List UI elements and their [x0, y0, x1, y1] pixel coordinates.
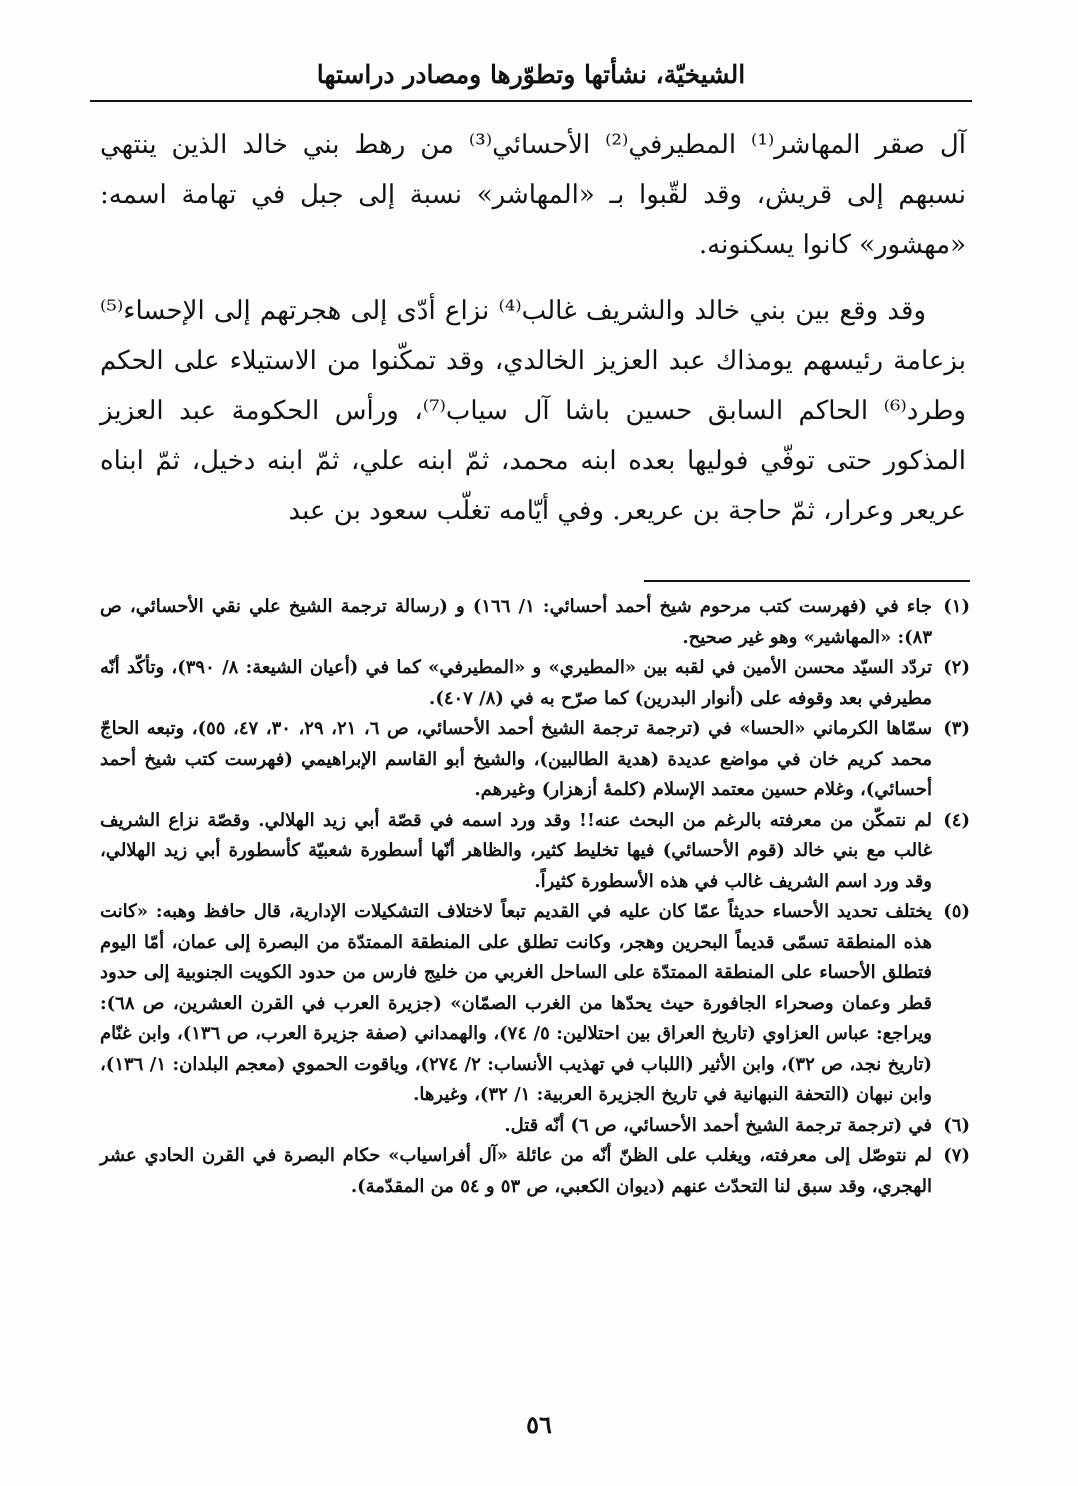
footnote-4	[100, 806, 970, 898]
paragraph-1: آل صقر المهاشر⁽¹⁾ المطيرفي⁽²⁾ الأحسائي⁽³⁾ من رهط بني خالد الذين ينتهي نسبهم إلى قريش، وقد لقّبوا بـ «المهاشر» نسبة إلى جبل في تهامة اسمه: «مهشور» كانوا يسكنونه.	[100, 130, 967, 260]
footnote-number: (٢)	[943, 657, 970, 678]
page-number: ٥٦	[526, 1410, 552, 1439]
footnote-number: (١)	[943, 596, 970, 617]
footnote-3	[100, 714, 970, 806]
footnote-number: (٤)	[943, 809, 970, 831]
footnote-number: (٧)	[943, 1145, 970, 1166]
footnote-number: (٦)	[943, 1114, 970, 1136]
footnote-text: في (ترجمة ترجمة الشيخ أحمد الأحسائي، ص ٦) أنّه قتل.	[504, 1114, 932, 1136]
footnote-number: (٣)	[943, 718, 970, 739]
paragraph-2: وقد وقع بين بني خالد والشريف غالب⁽⁴⁾ نزاع أدّى إلى هجرتهم إلى الإحساء⁽⁵⁾ بزعامة رئيسهم يومذاك عبد العزيز الخالدي، وقد تمكّنوا من الاستيلاء على الحكم وطرد⁽⁶⁾ الحاكم السابق حسين باشا آل سياب⁽⁷⁾، ورأس الحكومة عبد العزيز المذكور حتى توفّي فوليها بعده ابنه محمد، ثمّ ابنه علي، ثمّ ابنه دخيل، ثمّ ابناه عريعر وعرار، ثمّ حاجة بن عريعر. وفي أيّامه تغلّب سعود بن عبد	[100, 296, 966, 526]
footnote-5	[100, 897, 970, 1111]
footnote-text: لم نتوصّل إلى معرفته، ويغلب على الظنّ أنّه من عائلة «آل أفراسياب» حكام البصرة في القرن الحادي عشر الهجري، وقد سبق لنا التحدّث عنهم (ديوان الكعبي، ص ٥٣ و ٥٤ من المقدّمة).	[100, 1145, 932, 1197]
header-rule	[90, 100, 972, 102]
footnote-text: تردّد السيّد محسن الأمين في لقبه بين «المطيري» و «المطيرفي» كما في (أعيان الشيعة: ٨/ ٣٩٠)، وتأكّد أنّه مطيرفي بعد وقوفه على (أنوار البدرين) كما صرّح به في (٨/ ٤٠٧).	[100, 657, 932, 709]
footnote-rule	[644, 580, 970, 582]
footnote-number: (٥)	[943, 901, 970, 922]
footnote-7	[100, 1141, 970, 1202]
footnote-text: لم نتمكّن من معرفته بالرغم من البحث عنه!! وقد ورد اسمه في قصّة أبي زيد الهلالي. وقصّة نزاع الشريف غالب مع بني خالد (قوم الأحسائي) فيها تخليط كثير، والظاهر أنّها أسطورة شعبيّة كأسطورة أبي زيد الهلالي، وقد ورد اسم الشريف غالب في هذه الأسطورة كثيراً.	[100, 809, 932, 892]
footnote-2	[100, 653, 970, 714]
footnote-text: يختلف تحديد الأحساء حديثاً عمّا كان عليه في القديم تبعاً لاختلاف التشكيلات الإدارية، قال حافظ وهبه: «كانت هذه المنطقة تسمّى قديماً البحرين وهجر، وكانت تطلق على المنطقة الممتدّة من البصرة إلى عمان، أمّا اليوم فتطلق الأحساء على المنطقة الممتدّة على الساحل الغربي من خليج فارس من حدود الكويت الجنوبية إلى حدود قطر وعمان وصحراء الجافورة حيث يحدّها من الغرب الصمّان» (جزيرة العرب في القرن العشرين، ص ٦٨): ويراجع: عباس العزاوي (تاريخ العراق بين احتلالين: ٥/ ٧٤)، والهمداني (صفة جزيرة العرب، ص ١٣٦)، وابن غنّام (تاريخ نجد، ص ٣٢)، وابن الأثير (اللباب في تهذيب الأنساب: ٢/ ٢٧٤)، وياقوت الحموي (معجم البلدان: ١/ ١٣٦)، وابن نبهان (التحفة النبهانية في تاريخ الجزيرة العربية: ١/ ٣٢)، وغيرها.	[100, 901, 933, 1105]
footnote-text: سمّاها الكرماني «الحسا» في (ترجمة ترجمة الشيخ أحمد الأحسائي، ص ٦، ٢١، ٢٩، ٣٠، ٤٧، ٥٥)، وتبعه الحاجّ محمد كريم خان في مواضع عديدة (هدية الطالبين)، والشيخ أبو القاسم الإبراهيمي (فهرست كتب شيخ أحمد أحسائي)، وغلام حسين معتمد الإسلام (كلمهٔ أزهزار) وغيرهم.	[100, 718, 933, 800]
running-header: الشيخيّة، نشأتها وتطوّرها ومصادر دراستها	[316, 60, 746, 89]
footnote-text: جاء في (فهرست كتب مرحوم شيخ أحمد أحسائي: ١/ ١٦٦) و (رسالة ترجمة الشيخ علي نقي الأحسائي، ص ٨٣): «المهاشير» وهو غير صحيح.	[100, 596, 933, 648]
footnotes	[100, 592, 970, 1202]
main-text	[100, 120, 966, 536]
footnote-1	[100, 592, 970, 653]
footnote-6	[100, 1111, 970, 1142]
